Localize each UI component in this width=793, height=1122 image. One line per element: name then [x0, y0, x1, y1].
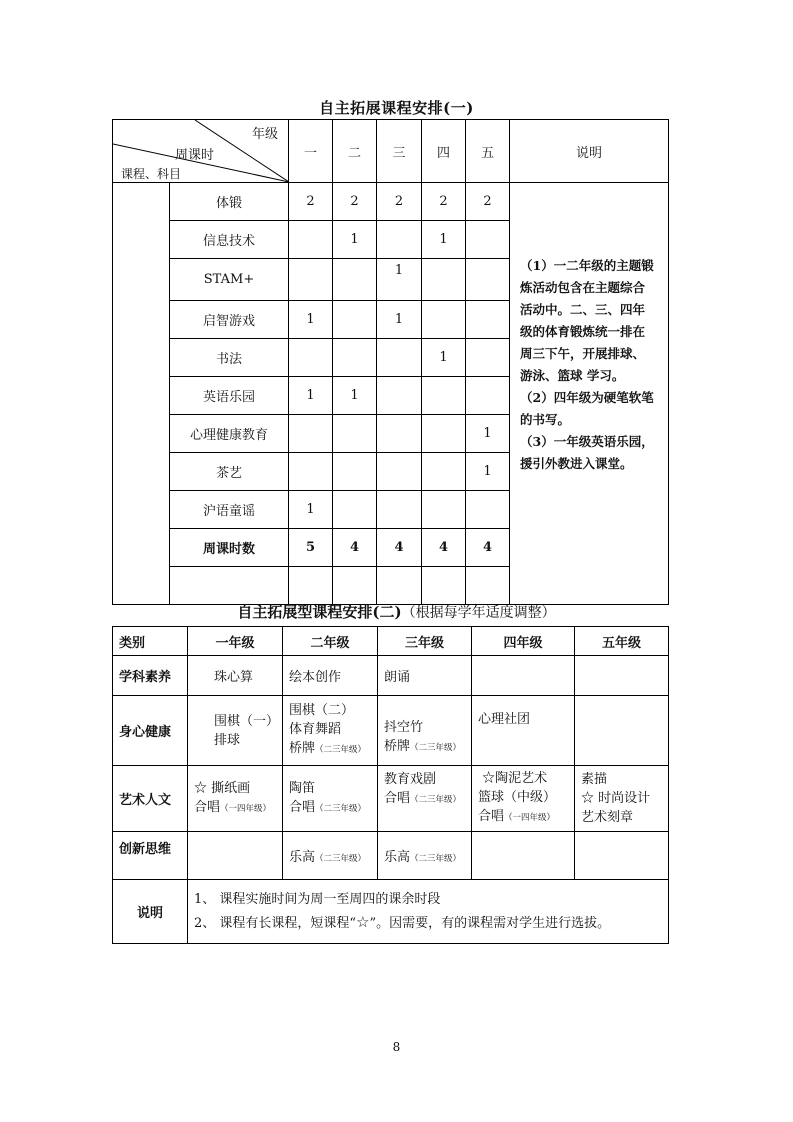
- empty-cell: [170, 567, 289, 605]
- grade-header: 五年级: [575, 627, 669, 656]
- hours-cell: [289, 415, 333, 453]
- notes-cell: [188, 880, 669, 944]
- note-line: [194, 911, 668, 935]
- course-cell: [378, 766, 472, 832]
- note-text: ”。因需要，有的课程需对学生进行选拔。: [369, 916, 611, 931]
- course-cell: 珠心算: [188, 656, 283, 696]
- star-icon: ☆: [194, 780, 208, 796]
- course-cell: [283, 696, 378, 766]
- hours-cell: [422, 491, 466, 529]
- hours-cell: 2: [289, 183, 333, 221]
- course-name: 陶泥艺术: [495, 771, 548, 786]
- course-name: STAM+: [170, 259, 289, 301]
- hours-cell: [422, 259, 466, 301]
- empty-cell: [575, 696, 669, 766]
- grade-note: （二三年级）: [410, 742, 462, 753]
- star-icon: ☆: [482, 771, 496, 786]
- hours-cell: [333, 301, 377, 339]
- hours-cell: 1: [377, 259, 422, 301]
- table-row: [113, 183, 669, 221]
- course-item: [289, 739, 377, 760]
- hours-cell: [466, 339, 510, 377]
- hours-cell: [289, 339, 333, 377]
- course-name: 合唱: [384, 791, 411, 806]
- hours-cell: [377, 415, 422, 453]
- course-header-label: 课程、科目: [121, 167, 182, 181]
- category-header: 类别: [113, 627, 188, 656]
- diagonal-header-cell: [113, 120, 289, 183]
- table-row: [113, 696, 669, 766]
- course-item: 围棋（二）: [289, 703, 355, 718]
- hours-header-label: 周课时: [175, 148, 215, 163]
- hours-cell: [466, 377, 510, 415]
- total-cell: 4: [466, 529, 510, 567]
- category-label: 身心健康: [113, 696, 188, 766]
- grade-header-label: 年级: [251, 127, 278, 142]
- hours-cell: [289, 453, 333, 491]
- hours-cell: [422, 301, 466, 339]
- hours-cell: [466, 301, 510, 339]
- total-cell: 4: [422, 529, 466, 567]
- blank-category-cell: [113, 183, 170, 605]
- hours-cell: [289, 221, 333, 259]
- course-cell: 心理社团: [472, 696, 575, 766]
- hours-cell: 1: [377, 301, 422, 339]
- hours-cell: [422, 377, 466, 415]
- hours-cell: [377, 339, 422, 377]
- category-label: 艺术人文: [113, 766, 188, 832]
- note-line: 活动中。二、三、四年: [520, 302, 646, 317]
- course-cell: [472, 766, 575, 832]
- course-name: 沪语童谣: [170, 491, 289, 529]
- empty-cell: [377, 567, 422, 605]
- course-name: 信息技术: [170, 221, 289, 259]
- course-item: [384, 789, 471, 810]
- table2-title-note: （根据每学年适度调整）: [401, 605, 556, 621]
- total-label: 周课时数: [170, 529, 289, 567]
- empty-cell: [472, 832, 575, 880]
- course-cell: 绘本创作: [283, 656, 378, 696]
- course-item: 抖空竹: [384, 719, 424, 735]
- course-cell: 朗诵: [378, 656, 472, 696]
- grade-note: （二三年级）: [315, 803, 367, 814]
- grade-header: 四年级: [472, 627, 575, 656]
- hours-cell: [422, 453, 466, 491]
- hours-cell: 1: [289, 377, 333, 415]
- course-name: 启智游戏: [170, 301, 289, 339]
- grade-note: （二三年级）: [410, 795, 462, 805]
- course-name: 合唱: [194, 799, 221, 815]
- hours-cell: [333, 453, 377, 491]
- note-header: 说明: [510, 120, 669, 183]
- grade-header: 一年级: [188, 627, 283, 656]
- note-line: 援引外教进入课堂。: [520, 456, 633, 471]
- hours-cell: [333, 415, 377, 453]
- empty-cell: [466, 567, 510, 605]
- grade-note: （二三年级）: [315, 745, 367, 755]
- course-item: [384, 737, 471, 758]
- course-cell: [283, 832, 378, 880]
- hours-cell: [333, 339, 377, 377]
- hours-cell: [333, 259, 377, 301]
- hours-cell: [422, 415, 466, 453]
- notes-cell: [510, 183, 669, 605]
- course-item: [194, 798, 282, 819]
- hours-cell: 2: [466, 183, 510, 221]
- course-cell: [188, 766, 283, 832]
- hours-cell: 2: [377, 183, 422, 221]
- course-name: 体锻: [170, 183, 289, 221]
- course-item: 体育舞蹈: [289, 722, 342, 737]
- hours-cell: 2: [422, 183, 466, 221]
- course-name: 时尚设计: [598, 791, 651, 806]
- note-line: 游泳、篮球 学习。: [520, 368, 625, 383]
- course-item: 排球: [214, 732, 241, 748]
- note-line: （3）一年级英语乐园，: [520, 434, 654, 449]
- grade-header: 四: [422, 120, 466, 183]
- note-line: 1、 课程实施时间为周一至周四的课余时段: [194, 892, 441, 907]
- empty-cell: [289, 567, 333, 605]
- empty-cell: [188, 832, 283, 880]
- course-item: 素描: [581, 772, 608, 787]
- hours-cell: [377, 491, 422, 529]
- course-item: [478, 769, 574, 788]
- grade-note: （一四年级）: [504, 813, 556, 823]
- hours-cell: 1: [289, 301, 333, 339]
- table-row: [113, 656, 669, 696]
- notes-label: 说明: [113, 880, 188, 944]
- course-item: 教育戏剧: [384, 772, 437, 787]
- course-cell: [378, 696, 472, 766]
- course-name: 乐高: [289, 850, 316, 865]
- note-line: 周三下午，开展排球、: [520, 346, 646, 361]
- table2-header-row: [113, 627, 669, 656]
- grade-header: 二年级: [283, 627, 378, 656]
- hours-cell: [289, 259, 333, 301]
- hours-cell: [466, 221, 510, 259]
- hours-cell: [466, 491, 510, 529]
- hours-cell: [377, 453, 422, 491]
- course-cell: [575, 766, 669, 832]
- course-item: [289, 798, 377, 819]
- table2-title-text: 自主拓展型课程安排(二): [237, 603, 402, 621]
- total-cell: 4: [377, 529, 422, 567]
- note-line: 炼活动包含在主题综合: [520, 280, 646, 295]
- course-name: 心理健康教育: [170, 415, 289, 453]
- star-icon: ☆: [356, 913, 370, 931]
- table1-title: 自主拓展课程安排(一): [319, 99, 474, 117]
- hours-cell: [377, 377, 422, 415]
- hours-cell: [333, 491, 377, 529]
- empty-cell: [575, 832, 669, 880]
- course-item: 篮球（中级）: [478, 790, 557, 805]
- course-cell: [188, 696, 283, 766]
- hours-cell: 1: [466, 415, 510, 453]
- course-name: 乐高: [384, 850, 411, 865]
- star-icon: ☆: [581, 791, 595, 806]
- grade-header: 三: [377, 120, 422, 183]
- grade-header: 二: [333, 120, 377, 183]
- course-name: 合唱: [289, 799, 316, 815]
- course-item: [581, 789, 668, 808]
- table-row: [113, 766, 669, 832]
- course-cell: [378, 832, 472, 880]
- course-name: 撕纸画: [211, 780, 251, 796]
- category-label: 创新思维: [113, 832, 188, 880]
- grade-header: 一: [289, 120, 333, 183]
- hours-cell: 1: [333, 377, 377, 415]
- course-item: [478, 807, 574, 828]
- course-name: 桥牌: [384, 738, 411, 754]
- note-line: （1）一二年级的主题锻: [520, 258, 654, 273]
- course-cell: [283, 766, 378, 832]
- course-name: 书法: [170, 339, 289, 377]
- total-cell: 4: [333, 529, 377, 567]
- grade-note: （一四年级）: [220, 803, 272, 814]
- course-item: 艺术刻章: [581, 810, 634, 825]
- empty-cell: [472, 656, 575, 696]
- empty-cell: [422, 567, 466, 605]
- table2-title: [0, 601, 793, 622]
- hours-cell: [377, 221, 422, 259]
- hours-cell: 1: [422, 221, 466, 259]
- grade-note: （二三年级）: [315, 854, 367, 864]
- table1-header-row: [113, 120, 669, 183]
- table2-notes-row: [113, 880, 669, 944]
- course-name: 英语乐园: [170, 377, 289, 415]
- note-text: 2、 课程有长课程，短课程“: [194, 916, 357, 931]
- category-label: 学科素养: [113, 656, 188, 696]
- note-line: 级的体育锻炼统一排在: [520, 324, 646, 339]
- page-number: 8: [392, 1040, 401, 1054]
- grade-note: （二三年级）: [410, 854, 462, 864]
- course-arrangement-table: [112, 626, 669, 944]
- course-item: 陶笛: [289, 780, 316, 796]
- hours-cell: 1: [289, 491, 333, 529]
- course-item: [194, 779, 282, 798]
- hours-cell: 2: [333, 183, 377, 221]
- weekly-hours-table: [112, 119, 669, 605]
- empty-cell: [575, 656, 669, 696]
- course-item: 围棋（一）: [214, 713, 280, 729]
- note-line: 的书写。: [520, 412, 571, 427]
- hours-cell: 1: [422, 339, 466, 377]
- grade-header: 五: [466, 120, 510, 183]
- course-name: 茶艺: [170, 453, 289, 491]
- course-name: 桥牌: [289, 741, 316, 756]
- table-row: [113, 832, 669, 880]
- note-line: （2）四年级为硬笔软笔: [520, 390, 654, 405]
- course-name: 合唱: [478, 809, 505, 824]
- total-cell: 5: [289, 529, 333, 567]
- hours-cell: [466, 259, 510, 301]
- empty-cell: [333, 567, 377, 605]
- grade-header: 三年级: [378, 627, 472, 656]
- hours-cell: 1: [333, 221, 377, 259]
- hours-cell: 1: [466, 453, 510, 491]
